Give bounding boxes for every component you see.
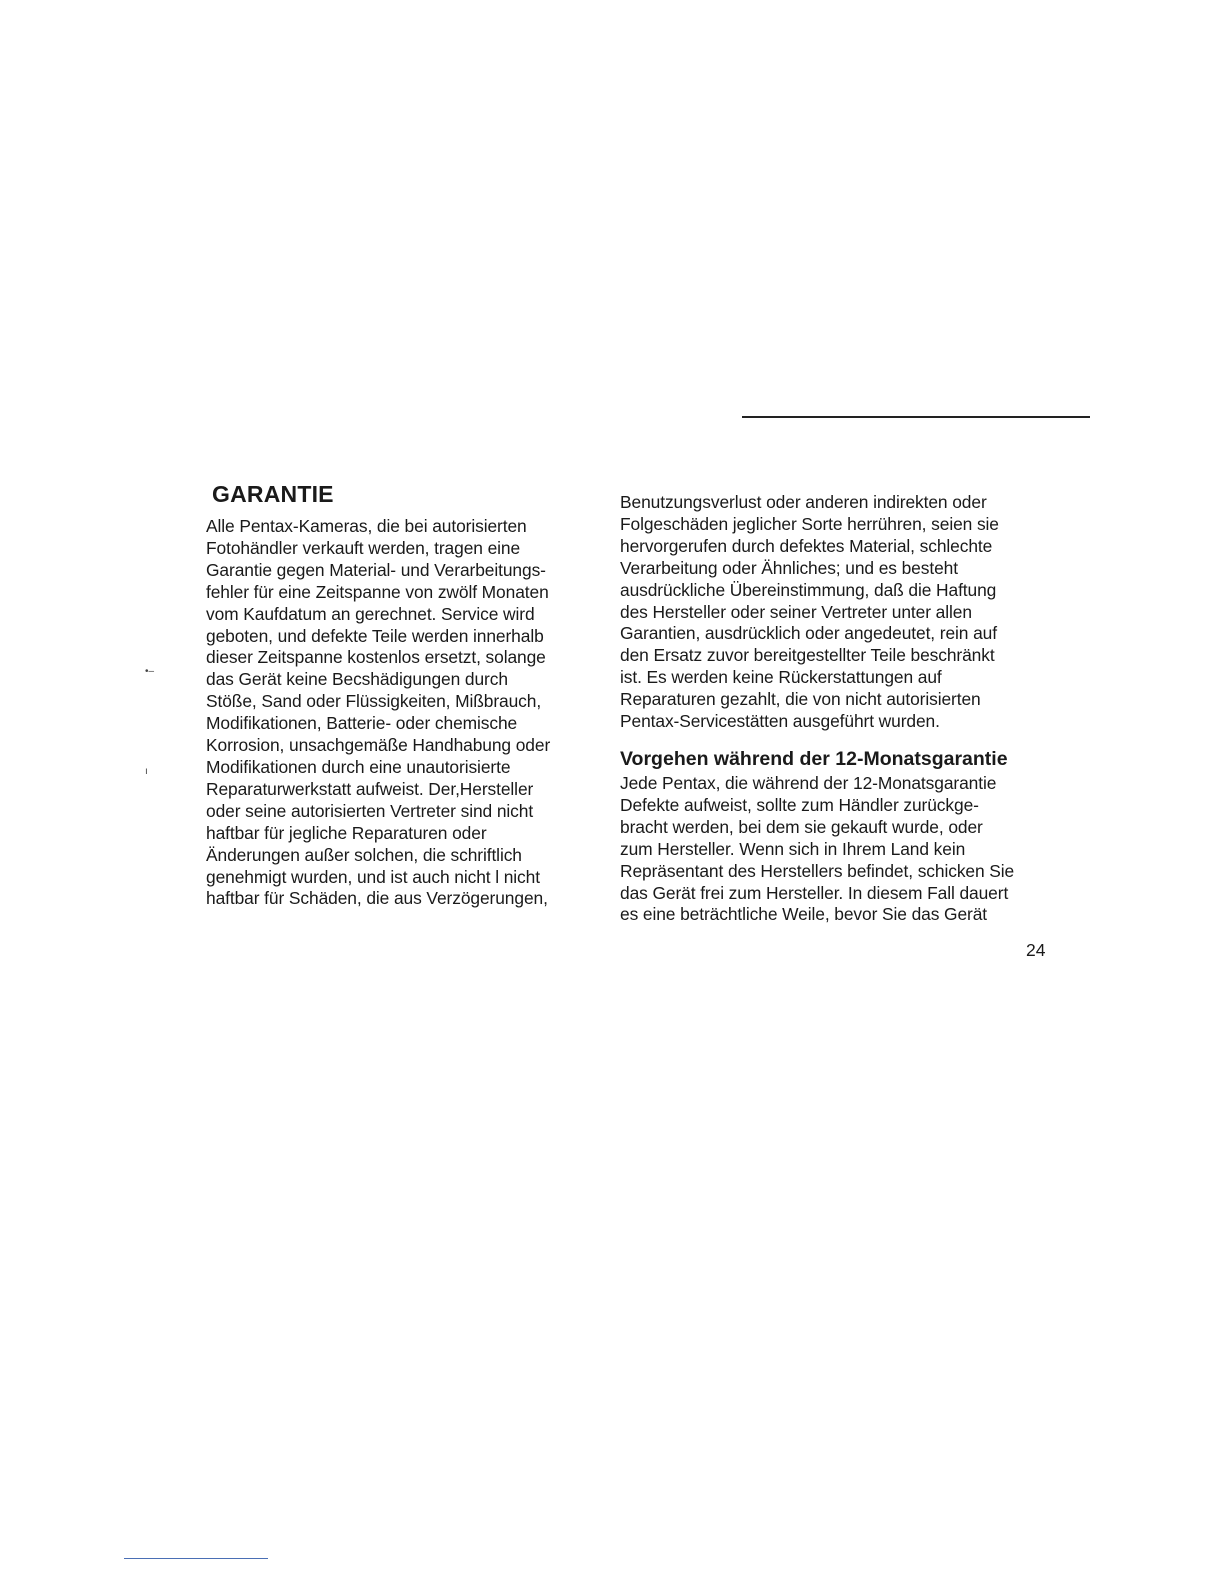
text-line: Benutzungsverlust oder anderen indirekten oder (620, 492, 987, 512)
text-line: vom Kaufdatum an gerechnet. Service wird (206, 603, 535, 624)
text-line: haftbar für jegliche Reparaturen oder (206, 822, 487, 843)
text-line: haftbar für Schäden, die aus Verzögerungen, (206, 888, 548, 909)
text-line: Jede Pentax, die während der 12-Monatsgarantie (620, 772, 997, 793)
section-subheading-procedure: Vorgehen während der 12-Monatsgarantie (620, 747, 1008, 770)
text-line: hervorgerufen durch defektes Material, schlechte (620, 535, 993, 556)
top-horizontal-rule (742, 416, 1090, 418)
text-line: bracht werden, bei dem sie gekauft wurde, oder (620, 816, 983, 837)
text-line: Defekte aufweist, sollte zum Händler zurückge- (620, 794, 979, 815)
section-heading-garantie: GARANTIE (212, 481, 334, 507)
text-line: dieser Zeitspanne kostenlos ersetzt, solange (206, 647, 546, 668)
text-line: Reparaturwerkstatt aufweist. Der,Hersteller (206, 778, 534, 799)
text-line: des Hersteller oder seiner Vertreter unter allen (620, 601, 972, 622)
left-column (206, 480, 590, 910)
text-line: Änderungen außer solchen, die schriftlich (206, 844, 522, 865)
margin-mark: ı (145, 766, 148, 777)
text-line: das Gerät frei zum Hersteller. In diesem Fall dauert (620, 882, 1009, 903)
bottom-horizontal-rule (124, 1558, 268, 1559)
text-line: Modifikationen, Batterie- oder chemische (206, 713, 518, 734)
text-line: genehmigt wurden, und ist auch nicht l nicht (206, 866, 540, 887)
right-column-text-bottom (620, 773, 1050, 926)
text-line: geboten, und defekte Teile werden innerhalb (206, 625, 544, 646)
text-line: Pentax-Servicestätten ausgeführt wurden. (620, 711, 940, 732)
text-line: ist. Es werden keine Rückerstattungen auf (620, 667, 942, 688)
text-line: fehler für eine Zeitspanne von zwölf Monaten (206, 581, 549, 602)
text-line: oder seine autorisierten Vertreter sind nicht (206, 800, 534, 821)
page-number: 24 (1026, 940, 1046, 960)
text-line: Repräsentant des Herstellers befindet, schicken Sie (620, 860, 1015, 881)
text-line: es eine beträchtliche Weile, bevor Sie das Gerät (620, 904, 988, 925)
text-line: Garantien, ausdrücklich oder angedeutet, rein auf (620, 623, 997, 644)
text-line: zum Hersteller. Wenn sich in Ihrem Land kein (620, 838, 966, 859)
text-line: das Gerät keine Becshädigungen durch (206, 669, 508, 690)
text-line: Korrosion, unsachgemäße Handhabung oder (206, 735, 551, 756)
text-line: Garantie gegen Material- und Verarbeitungs- (206, 559, 546, 580)
text-line: Verarbeitung oder Ähnliches; und es besteht (620, 557, 958, 578)
text-line: den Ersatz zuvor bereitgestellter Teile beschränkt (620, 645, 995, 666)
text-line: Folgeschäden jeglicher Sorte herrühren, seien sie (620, 513, 999, 534)
text-line: ausdrückliche Übereinstimmung, daß die Haftung (620, 579, 997, 600)
text-line: Alle Pentax-Kameras, die bei autorisierten (206, 516, 527, 536)
text-line: Modifikationen durch eine unautorisierte (206, 756, 511, 777)
left-column-text (206, 516, 590, 910)
right-column (620, 492, 1050, 926)
text-line: Stöße, Sand oder Flüssigkeiten, Mißbrauch, (206, 691, 542, 712)
margin-mark: •– (145, 666, 155, 677)
right-column-text-top (620, 492, 1050, 733)
text-line: Fotohändler verkauft werden, tragen eine (206, 537, 521, 558)
text-line: Reparaturen gezahlt, die von nicht autorisierten (620, 689, 981, 710)
